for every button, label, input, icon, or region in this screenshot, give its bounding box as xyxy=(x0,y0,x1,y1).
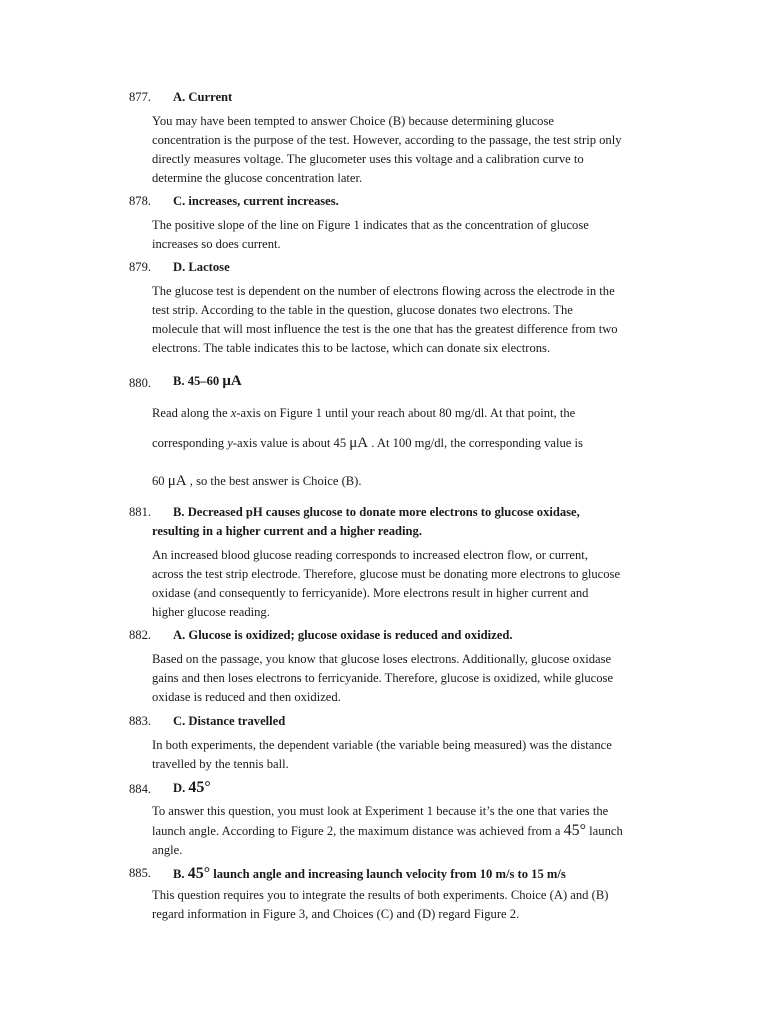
question-number: 878. xyxy=(129,194,152,208)
answer-text: launch angle and increasing launch velocity from 10 m/s to 15 m/s xyxy=(210,867,566,881)
explanation xyxy=(152,282,672,358)
text-run: 60 xyxy=(152,474,168,488)
answer-heading: A. Glucose is oxidized; glucose oxidase is reduced and oxidized. xyxy=(173,628,513,642)
question-number: 884. xyxy=(129,782,152,796)
explanation-line: The positive slope of the line on Figure 1 indicates that as the concentration of glucose xyxy=(152,218,589,232)
text-run: , so the best answer is Choice (B). xyxy=(186,474,362,488)
axis-variable: y xyxy=(227,436,233,450)
question-number: 879. xyxy=(129,260,152,274)
explanation-line: gains and then loses electrons to ferricyanide. Therefore, glucose is oxidized, while glucose xyxy=(152,671,614,685)
question-883 xyxy=(0,712,768,771)
text-run: . At 100 mg/dl, the corresponding value is xyxy=(368,436,583,450)
explanation-line xyxy=(152,404,672,423)
explanation-line: increases so does current. xyxy=(152,237,281,251)
explanation-line: angle. xyxy=(152,843,183,857)
question-884 xyxy=(0,778,768,857)
explanation xyxy=(152,216,672,254)
answer-heading: C. Distance travelled xyxy=(173,714,286,728)
explanation-line: travelled by the tennis ball. xyxy=(152,757,289,771)
explanation-line xyxy=(152,821,672,841)
question-878 xyxy=(0,192,768,251)
explanation-line: You may have been tempted to answer Choice (B) because determining glucose xyxy=(152,114,554,128)
explanation-line: directly measures voltage. The glucometer uses this voltage and a calibration curve to xyxy=(152,152,584,166)
question-number: 883. xyxy=(129,714,152,728)
angle-value: 45° xyxy=(188,779,211,796)
unit-microampere: μA xyxy=(349,435,369,451)
explanation-line: higher glucose reading. xyxy=(152,605,270,619)
explanation-line: oxidase is reduced and then oxidized. xyxy=(152,690,341,704)
answer-text: B. xyxy=(173,867,188,881)
question-881 xyxy=(0,503,768,619)
explanation xyxy=(152,434,672,453)
question-877 xyxy=(0,88,768,185)
explanation xyxy=(152,472,672,491)
explanation xyxy=(152,404,672,423)
explanation-line: across the test strip electrode. Therefore, glucose must be donating more electrons to glucose xyxy=(152,567,621,581)
angle-value: 45° xyxy=(187,865,211,882)
text-run: -axis on Figure 1 until your reach about 80 mg/dl. At that point, the xyxy=(236,406,576,420)
question-number: 885. xyxy=(129,866,152,880)
explanation-line: The glucose test is dependent on the number of electrons flowing across the electrode in the xyxy=(152,284,615,298)
text-run: -axis value is about 45 xyxy=(232,436,350,450)
explanation-line: In both experiments, the dependent variable (the variable being measured) was the distance xyxy=(152,738,612,752)
axis-variable: x xyxy=(230,406,237,420)
explanation-line: To answer this question, you must look at Experiment 1 because it’s the one that varies the xyxy=(152,804,609,818)
text-run: corresponding xyxy=(152,436,228,450)
answer-heading xyxy=(173,864,693,884)
answer-heading xyxy=(173,778,643,798)
explanation xyxy=(152,650,672,707)
answer-heading-continued: resulting in a higher current and a higher reading. xyxy=(152,524,422,538)
answer-heading xyxy=(173,372,643,391)
question-879 xyxy=(0,258,768,355)
explanation-line: electrons. The table indicates this to be lactose, which can donate six electrons. xyxy=(152,341,551,355)
question-number: 881. xyxy=(129,505,152,519)
answer-text: B. 45–60 xyxy=(173,374,223,388)
explanation-line: An increased blood glucose reading corresponds to increased electron flow, or current, xyxy=(152,548,588,562)
answer-heading: D. Lactose xyxy=(173,260,230,274)
answer-heading: A. Current xyxy=(173,90,233,104)
explanation-line: Based on the passage, you know that glucose loses electrons. Additionally, glucose oxidase xyxy=(152,652,612,666)
answer-heading: B. Decreased pH causes glucose to donate more electrons to glucose oxidase, xyxy=(173,505,580,519)
explanation-line xyxy=(152,434,672,453)
angle-value: 45° xyxy=(563,822,587,839)
question-number: 882. xyxy=(129,628,152,642)
explanation-line: regard information in Figure 3, and Choices (C) and (D) regard Figure 2. xyxy=(152,907,520,921)
explanation xyxy=(152,736,672,774)
explanation xyxy=(152,886,672,924)
answer-heading: C. increases, current increases. xyxy=(173,194,339,208)
explanation-line: test strip. According to the table in the question, glucose donates two electrons. The xyxy=(152,303,573,317)
explanation-line: concentration is the purpose of the test. However, according to the passage, the test strip only xyxy=(152,133,622,147)
explanation-line: oxidase (and consequently to ferricyanide). More electrons result in higher current and xyxy=(152,586,589,600)
unit-microampere: μA xyxy=(222,373,242,389)
text-run: launch xyxy=(586,824,623,838)
unit-microampere: μA xyxy=(167,473,187,489)
question-885 xyxy=(0,864,768,921)
question-number: 880. xyxy=(129,376,152,390)
question-880 xyxy=(0,372,768,489)
text-run: launch angle. According to Figure 2, the maximum distance was achieved from a xyxy=(152,824,564,838)
explanation xyxy=(152,546,672,622)
answer-text: D. xyxy=(173,781,189,795)
explanation-line: molecule that will most influence the test is the one that has the greatest difference from two xyxy=(152,322,618,336)
explanation xyxy=(152,802,672,860)
explanation-line: determine the glucose concentration later. xyxy=(152,171,363,185)
text-run: Read along the xyxy=(152,406,231,420)
question-882 xyxy=(0,626,768,704)
question-number: 877. xyxy=(129,90,152,104)
explanation-line xyxy=(152,472,672,491)
explanation xyxy=(152,112,672,188)
explanation-line: This question requires you to integrate the results of both experiments. Choice (A) and (B) xyxy=(152,888,609,902)
